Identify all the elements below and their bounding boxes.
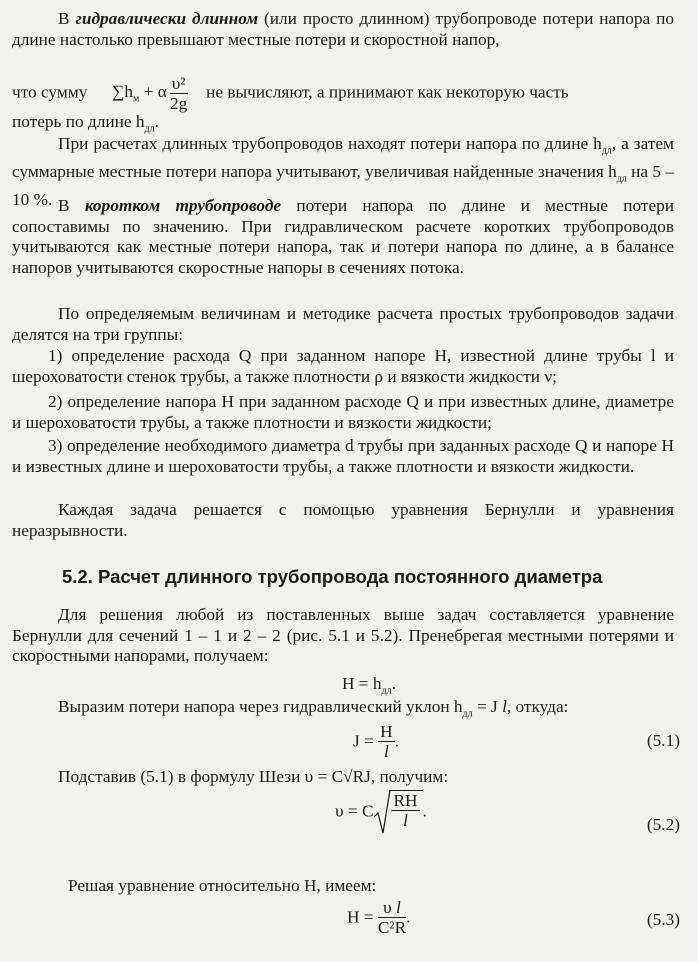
equation-label-5-1: (5.1) [646,731,680,750]
paragraph-bernoulli-equation: Для решения любой из поставленных выше задач составляется уравнение Бернулли для сечений 1 – 1 и 2 – 2 (рис. 5.1 и 5.2). Пренебрегая местными потерями и скоростными напорами, получаем: [12,605,674,665]
equation-5-1: J = $\frac{H}{l}$ . [353,722,399,761]
equation-5-3: H = $\frac{\text{υ l}}{\text{C²R}}$ . [347,898,411,937]
paragraph-long-pipeline: В гидравлически длинном (или просто длинном) трубопроводе потери напора по длине настолько превышают местные потери и скоростной напор, [12,9,675,49]
paragraph-short-pipeline: В коротком трубопроводе потери напора по длине и местные потери сопоставимы по значению. При гидравлическом расчете коротких трубопроводов учитываются как местные потери напора, так и потери напора по длине, а в балансе напоров учитываются скоростные напоры в сечениях потока. [12,196,674,277]
list-item-2: 2) определение напора H при заданном расходе Q и при известных длине, диаметре и шероховатости трубы, а также плотности и вязкости жидкости; [12,392,674,432]
section-heading: 5.2. Расчет длинного трубопровода постоянного диаметра [62,566,603,587]
paragraph-chezy: Подставив (5.1) в формулу Шези υ = C√RJ, получим: [58,767,449,786]
paragraph-task-groups: По определяемым величинам и методике расчета простых трубопроводов задачи делятся на три группы: [12,304,674,344]
term-long-pipeline: гидравлически длинном [75,9,259,28]
paragraph-bernoulli: Каждая задача решается с помощью уравнения Бернулли и уравнения неразрывности. [12,500,674,540]
sum-formula: $\sum h_м + \alpha$ $\frac{\text{υ²}}{2g}$ [112,74,188,113]
equation-label-5-2: (5.2) [646,815,680,834]
paragraph-long-pipeline-end: потерь по длине $h_{дл}$. [12,112,159,135]
sqrt-icon [373,789,391,835]
list-item-3: 3) определение необходимого диаметра d трубы при заданных расходе Q и напоре H и известных длине и шероховатости трубы, а также плотности и вязкости жидкости. [12,436,674,476]
equation-5-2: υ = C $\frac{RH}{l}$ . [335,793,427,830]
paragraph-hydraulic-slope: Выразим потери напора через гидравлический уклон $h_{дл} = J$ l, откуда: [58,697,569,720]
equation-label-5-3: (5.3) [646,910,680,929]
paragraph-solve-h: Решая уравнение относительно H, имеем: [68,876,377,895]
chezy-formula: υ = C√RJ [304,767,371,786]
list-item-1: 1) определение расхода Q при заданном напоре H, известной длине трубы l и шероховатости стенок трубы, а также плотности ρ и вязкости жидкости ν; [12,346,674,386]
sum-formula-line: что сумму $\sum h_м + \alpha$ $\frac{\text{υ²}}{2g}$ не вычисляют, а принимают как некоторую часть [12,74,569,113]
paragraph-calculation: При расчетах длинных трубопроводов находят потери напора по длине $h_{дл}$, а затем суммарные местные потери напора учитывают, увеличивая найденные значения $h_{дл}$ на 5 – 10 %. [12,134,674,209]
term-short-pipeline: коротком трубопроводе [84,196,282,215]
equation-h-hdl: $H = h_{дл}$. [342,674,396,697]
